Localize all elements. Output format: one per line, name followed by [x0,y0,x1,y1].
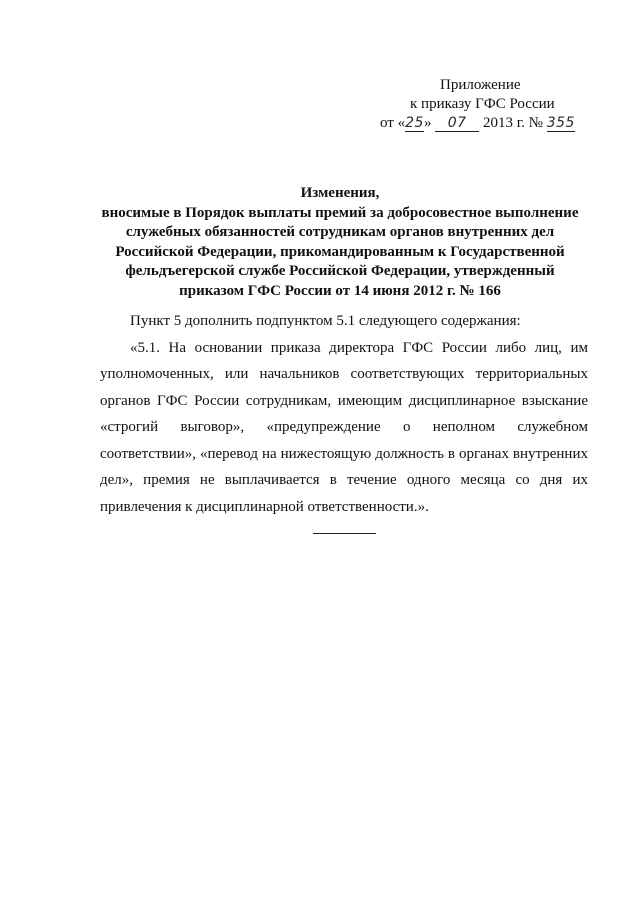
title-line-1: Изменения, [300,185,380,201]
date-quote-close: » [423,115,432,131]
handwritten-month: 07 [435,116,479,132]
appendix-header [380,76,620,133]
clause-paragraph: «5.1. На основании приказа директора ГФС России либо лиц, им уполномоченных, или начальников соответствующих территориальных органов ГФС России сотрудникам, имеющим дисциплинарное взыскание «строгий выговор», «предупреждение о неполном служебном соответствии», «перевод на нижестоящую должность в органах внутренних дел», премия не выплачивается в течение одного месяца со дня их привлечения к дисциплинарной ответственности.». [100,339,588,515]
title-line-2: вносимые в Порядок выплаты премий за добросовестное выполнение [101,204,579,221]
document-body [100,308,588,520]
appendix-date-line [380,114,620,133]
title-line-6: приказом ГФС России от 14 июня 2012 г. № 166 [179,282,501,299]
intro-paragraph: Пункт 5 дополнить подпунктом 5.1 следующего содержания: [130,313,521,329]
title-line-5: фельдъегерской службе Российской Федерации, утвержденный [125,263,555,279]
date-prefix: от « [380,115,406,131]
title-line-3: служебных обязанностей сотрудникам органов внутренних дел [125,224,555,240]
appendix-order-reference: к приказу ГФС России [410,96,555,112]
date-year: 2013 г. № [482,115,543,131]
handwritten-number: 355 [546,115,575,131]
appendix-label: Приложение [440,77,521,93]
title-line-4: Российской Федерации, прикомандированным к Государственной [115,243,565,260]
end-separator-line [313,533,376,534]
handwritten-day: 25 [405,115,424,131]
document-title [80,184,600,301]
